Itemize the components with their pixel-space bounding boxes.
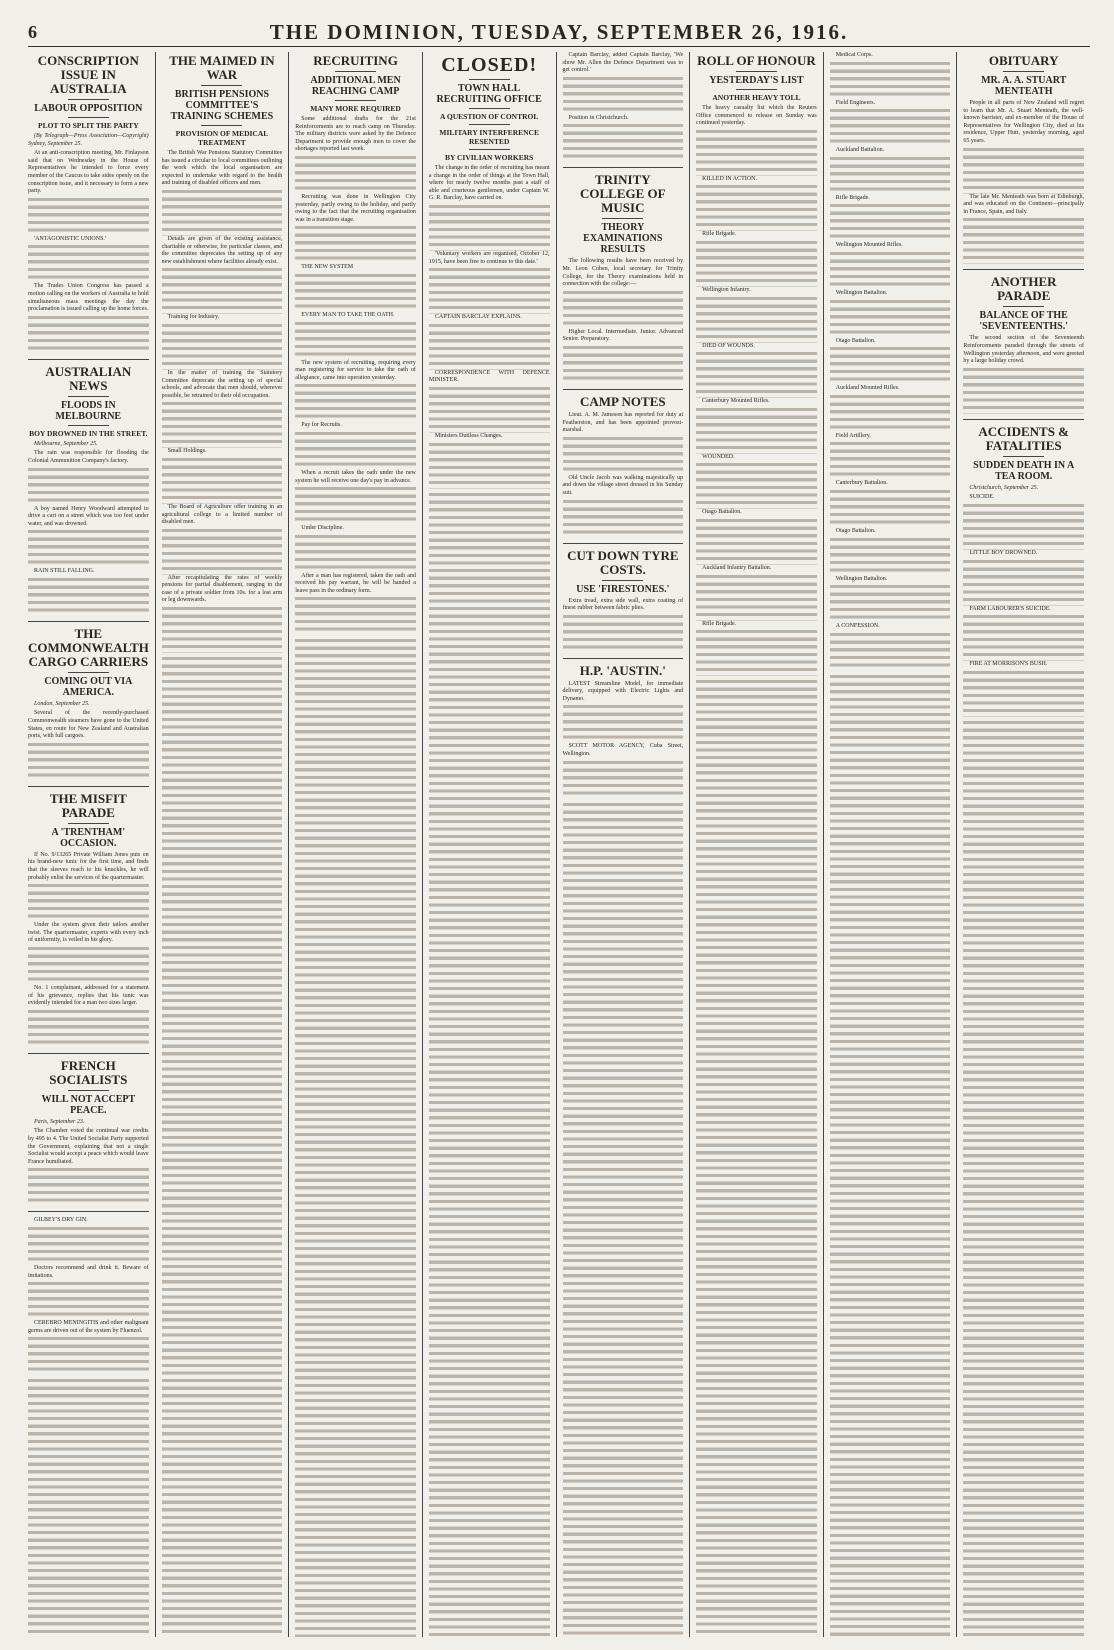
- article: [28, 54, 149, 354]
- article-subheading: PLOT TO SPLIT THE PARTY: [38, 121, 139, 130]
- text-block: [563, 77, 684, 115]
- text-block: [696, 352, 817, 398]
- text-block: [162, 324, 283, 370]
- newspaper-title: THE DOMINION, TUESDAY, SEPTEMBER 26, 1916.: [269, 20, 849, 44]
- text-block: [830, 538, 951, 576]
- article-headline: ACCIDENTS & FATALITIES: [978, 423, 1070, 453]
- text-block: [295, 156, 416, 194]
- text-block: [563, 615, 684, 653]
- article-paragraph: After recapitulating the rates of weekly pensions for partial disablement, ranging in the case of a private soldier from 10s. for a lost arm or leg downwards.: [161, 574, 283, 604]
- article-subheading: USE 'FIRESTONES.': [576, 583, 670, 595]
- text-block: [830, 442, 951, 480]
- article-paragraph: Doctors recommend and drink it. Beware of imitations.: [28, 1264, 149, 1279]
- article-paragraph: Auckland Mounted Rifles.: [835, 385, 900, 392]
- text-block: [28, 1379, 149, 1637]
- article-divider: [563, 543, 684, 544]
- article-paragraph: After a man has registered, taken the oath and received his pay warrant, he will be handed a leave pass in the ordinary form.: [295, 572, 416, 594]
- text-block: [830, 109, 951, 147]
- article: [28, 792, 149, 1048]
- article-paragraph: The Chamber voted the continual war credits by 495 to 4. The United Socialist Party supported the Government, explaining that not a single Socialist would accept a peace which would leave France humiliated.: [28, 1128, 149, 1165]
- article-subheading: BRITISH PENSIONS COMMITTEE'S TRAINING SCHEMES: [170, 89, 274, 122]
- heading-rule: [68, 1090, 109, 1091]
- column-7: [823, 52, 957, 1637]
- text-block: [830, 62, 951, 100]
- text-block: [295, 597, 416, 635]
- text-block: [563, 124, 684, 162]
- article-paragraph: Medical Corps.: [835, 52, 873, 58]
- heading-rule: [68, 672, 109, 673]
- dateline: Paris, September 23.: [34, 1118, 85, 1125]
- article-subheading: WILL NOT ACCEPT PEACE.: [41, 1093, 136, 1116]
- text-block: [563, 291, 684, 329]
- article-headline: ROLL OF HONOUR: [697, 53, 816, 68]
- article-paragraph: Captain Barclay, added Captain Barclay, 'We show Mr. Allen the Defence Department was to get control.': [562, 52, 684, 74]
- article-paragraph: Otago Battalion.: [702, 509, 742, 516]
- text-block: [963, 671, 1084, 717]
- article-headline: TRINITY COLLEGE OF MUSIC: [580, 172, 666, 216]
- article-paragraph: RAIN STILL FALLING.: [34, 568, 95, 575]
- article-subheading: MANY MORE REQUIRED: [310, 104, 401, 113]
- heading-rule: [68, 823, 109, 824]
- article-paragraph: Rifle Brigade.: [702, 620, 737, 627]
- article-paragraph: Pay for Recruits.: [301, 422, 342, 429]
- article-paragraph: SCOTT MOTOR AGENCY, Cuba Street, Wellington.: [562, 743, 684, 758]
- heading-rule: [602, 580, 643, 581]
- article-paragraph: Under Discipline.: [301, 525, 344, 532]
- article-paragraph: CAPTAIN BARCLAY EXPLAINS.: [434, 314, 522, 321]
- text-block: [830, 585, 951, 623]
- text-block: [429, 387, 550, 433]
- text-block: [28, 1337, 149, 1375]
- article: [563, 173, 684, 384]
- text-block: [162, 657, 283, 1637]
- article-headline: CUT DOWN TYRE COSTS.: [567, 547, 679, 577]
- article: [429, 54, 550, 489]
- article-paragraph: No. 1 complainant, addressed for a statement of his grievance, replies that his tunic was evidently intended for a man two sizes larger.: [28, 985, 149, 1007]
- text-block: [295, 639, 416, 1637]
- text-block: [830, 395, 951, 433]
- article: [696, 54, 817, 676]
- article-headline: THE MAIMED IN WAR: [169, 53, 275, 82]
- article-paragraph: THE NEW SYSTEM: [301, 264, 354, 271]
- article-paragraph: Higher Local. Intermediate. Junior. Advanced Senior. Preparatory.: [562, 328, 684, 343]
- article-paragraph: Otago Battalion.: [835, 337, 876, 344]
- article-paragraph: The rain was responsible for flooding the Colonial Ammunition Company's factory.: [28, 450, 149, 464]
- text-block: [963, 504, 1084, 550]
- article-paragraph: The new system of recruiting, requiring every man registering for service to take the oath of allegiance, came into operation yesterday.: [295, 359, 416, 381]
- heading-rule: [1003, 456, 1044, 457]
- page-number: 6: [28, 22, 37, 42]
- text-block: [830, 633, 951, 671]
- article: [28, 1059, 149, 1207]
- text-block: [963, 218, 1084, 264]
- dateline: Christchurch, September 25.: [969, 484, 1039, 491]
- dateline: Melbourne, September 25.: [34, 440, 98, 447]
- article-paragraph: The late Mr. Menteath was born at Edinburgh, and was educated on the Continent—principally in France, Spain, and Italy.: [963, 193, 1084, 215]
- article-paragraph: Field Artillery.: [835, 432, 872, 439]
- text-block: [28, 530, 149, 568]
- article-paragraph: Wellington Mounted Rifles.: [835, 242, 903, 249]
- article-paragraph: Old Uncle Jacob was walking majestically up and down the village street dressed in his Sunday suit.: [562, 474, 684, 496]
- article-paragraph: Field Engineers.: [835, 99, 876, 106]
- article-paragraph: The change in the order of recruiting has meant a change in the order of things at the Town Hall, where for nearly twelve months past a staff of able and courteous gentlemen, under Captain W. G. R. Barclay, have carried on.: [428, 165, 550, 202]
- article-headline: FRENCH SOCIALISTS: [49, 1057, 128, 1087]
- article-divider: [28, 786, 149, 787]
- article: [28, 365, 149, 616]
- article-paragraph: The heavy casualty list which the Reuters Office commenced to release on Sunday was continued yesterday.: [696, 105, 817, 127]
- article-divider: [963, 419, 1084, 420]
- text-block: [696, 575, 817, 621]
- article-headline: CAMP NOTES: [580, 393, 666, 409]
- article-divider: [28, 1211, 149, 1212]
- article-paragraph: Under the system given their tailors another twist. The quartermaster, experts with every inch of uniformity, is veiled in his glory.: [28, 922, 149, 944]
- text-block: [696, 519, 817, 565]
- article-subheading: LABOUR OPPOSITION: [34, 103, 143, 114]
- heading-rule: [469, 79, 510, 80]
- heading-rule: [1003, 71, 1044, 72]
- column-4: [422, 52, 556, 1637]
- text-block: [830, 675, 951, 1637]
- heading-rule: [602, 218, 643, 219]
- text-block: [162, 458, 283, 504]
- article: [963, 425, 1084, 717]
- article-paragraph: Several of the recently-purchased Commonwealth steamers have gone to the United States, en route for New Zealand and Australian ports, with full cargoes.: [28, 710, 149, 740]
- article: [563, 549, 684, 653]
- text-block: [162, 607, 283, 653]
- article-paragraph: When a recruit takes the oath under the new system he will receive one day's pay in advance.: [295, 469, 416, 484]
- text-block: [429, 493, 550, 1637]
- text-block: [28, 578, 149, 616]
- article-divider: [28, 621, 149, 622]
- text-block: [28, 1227, 149, 1265]
- heading-rule: [736, 71, 777, 72]
- text-block: [162, 402, 283, 448]
- article-divider: [963, 269, 1084, 270]
- article-paragraph: The British War Pensions Statutory Committee has issued a circular to local committees outlining the work which the local organisation are expected to undertake with regard to the health and training of disabled officers and men.: [161, 150, 283, 187]
- text-block: [429, 268, 550, 314]
- article-paragraph: Wellington Infantry.: [702, 286, 751, 293]
- heading-rule: [201, 125, 242, 126]
- article-paragraph: If No. 9/13265 Private William Jones puts on his brand-new tunic for the first time, and finds that the sleeves reach to his knuckles, he will probably enlist the services of the quartermaster.: [28, 851, 149, 881]
- text-block: [28, 198, 149, 236]
- heading-rule: [68, 99, 109, 100]
- article-headline: ANOTHER PARADE: [990, 274, 1057, 304]
- text-block: [28, 1282, 149, 1320]
- heading-rule: [469, 149, 510, 150]
- article-paragraph: FARM LABOURER'S SUICIDE.: [969, 605, 1051, 612]
- article-subheading: MR. A. A. STUART MENTEATH: [981, 75, 1067, 97]
- article-divider: [563, 167, 684, 168]
- text-block: [28, 884, 149, 922]
- article-paragraph: Canterbury Battalion.: [835, 480, 888, 487]
- article-headline: CLOSED!: [441, 54, 538, 76]
- masthead: [28, 22, 1090, 47]
- article-paragraph: Wellington Battalion.: [835, 575, 888, 582]
- article-divider: [28, 359, 149, 360]
- text-block: [295, 226, 416, 264]
- article-headline: H.P. 'AUSTIN.': [579, 662, 666, 678]
- text-block: [696, 297, 817, 343]
- article-paragraph: EVERY MAN TO TAKE THE OATH.: [301, 311, 395, 318]
- text-block: [963, 368, 1084, 414]
- text-block: [696, 630, 817, 676]
- article-paragraph: SUICIDE.: [969, 494, 995, 501]
- text-block: [429, 205, 550, 251]
- article-paragraph: GILBEY'S DRY GIN.: [34, 1217, 88, 1224]
- article-paragraph: 'ANTAGONISTIC UNIONS.': [34, 235, 107, 242]
- text-block: [696, 463, 817, 509]
- article-paragraph: Ministers Dutiless Changes.: [434, 432, 503, 439]
- column-2: [155, 52, 289, 1637]
- article-paragraph: Position in Christchurch.: [568, 114, 629, 121]
- article-paragraph: Some additional drafts for the 21st Reinforcements are to reach camp on Thursday. The military districts were asked by the Defence Department to provide enough men to cover the shortages reported last week.: [295, 116, 416, 153]
- article-headline: THE COMMONWEALTH CARGO CARRIERS: [28, 625, 149, 669]
- article-paragraph: The second section of the Seventeenth Reinforcements paraded through the streets of Wellington yesterday afternoon, and were greeted by a large holiday crowd.: [963, 335, 1084, 365]
- article-subheading: A QUESTION OF CONTROL: [440, 112, 539, 121]
- text-block: [28, 1168, 149, 1206]
- article-paragraph: Wellington Battalion.: [835, 289, 888, 296]
- article-paragraph: Canterbury Mounted Rifles.: [702, 398, 770, 405]
- article-subheading: BY CIVILIAN WORKERS: [445, 153, 534, 162]
- heading-rule: [469, 108, 510, 109]
- text-block: [429, 324, 550, 370]
- text-block: [696, 185, 817, 231]
- article: [963, 54, 1084, 264]
- text-block: [963, 148, 1084, 194]
- article-paragraph: Small Holdings.: [167, 448, 207, 455]
- heading-rule: [1003, 306, 1044, 307]
- text-block: [28, 947, 149, 985]
- text-block: [963, 560, 1084, 606]
- article: [830, 52, 951, 671]
- heading-rule: [469, 124, 510, 125]
- column-6: [689, 52, 823, 1637]
- text-block: [563, 761, 684, 799]
- text-block: [830, 252, 951, 290]
- article-paragraph: In the matter of training the Statutory Committee deprecate the setting up of special schools, and advocate that men should, wherever possible, be retrained to their old occupation.: [161, 369, 283, 399]
- text-block: [696, 680, 817, 1637]
- heading-rule: [201, 85, 242, 86]
- article-paragraph: Rifle Brigade.: [835, 194, 870, 201]
- column-3: [288, 52, 422, 1637]
- heading-rule: [736, 89, 777, 90]
- article-paragraph: Training for Industry.: [167, 314, 220, 321]
- article-paragraph: LATEST Streamline Model, for immediate delivery, equipped with Electric Lights and Dynamo.: [562, 680, 684, 702]
- text-block: [696, 130, 817, 176]
- article-paragraph: LITTLE BOY DROWNED.: [969, 549, 1038, 556]
- text-block: [28, 1010, 149, 1048]
- article-paragraph: Lieut. A. M. Jameson has reported for duty at Featherston, and has been appointed provost-marshal.: [562, 411, 684, 434]
- article-paragraph: The following results have been received by Mr. Leon Cohen, local secretary for Trinity College, for the Theory examinations held in connection with the college:—: [562, 258, 684, 288]
- text-block: [162, 529, 283, 575]
- text-block: [295, 432, 416, 470]
- article: [563, 664, 684, 799]
- article-subheading: ANOTHER HEAVY TOLL: [712, 93, 801, 102]
- text-block: [28, 316, 149, 354]
- article: [295, 54, 416, 635]
- article-subheading: A 'TRENTHAM' OCCASION.: [51, 826, 126, 849]
- text-block: [696, 241, 817, 287]
- article-headline: AUSTRALIAN NEWS: [45, 363, 132, 393]
- text-block: [830, 157, 951, 195]
- article: [563, 52, 684, 162]
- heading-rule: [335, 100, 376, 101]
- article-subheading: MILITARY INTERFERENCE RESENTED: [439, 128, 539, 146]
- article-subheading: COMING OUT VIA AMERICA.: [44, 675, 133, 698]
- article-paragraph: WOUNDED.: [702, 453, 735, 460]
- text-block: [295, 535, 416, 573]
- text-block: [830, 300, 951, 338]
- article-subheading: TOWN HALL RECRUITING OFFICE: [436, 83, 542, 105]
- column-5: [556, 52, 690, 1637]
- text-block: [963, 615, 1084, 661]
- article: [28, 1217, 149, 1375]
- text-block: [429, 443, 550, 489]
- article-headline: CONSCRIPTION ISSUE IN AUSTRALIA: [37, 53, 139, 96]
- text-block: [563, 500, 684, 538]
- text-block: [28, 743, 149, 781]
- text-block: [563, 346, 684, 384]
- article-paragraph: Otago Battalion.: [835, 527, 876, 534]
- text-block: [563, 705, 684, 743]
- article-paragraph: The Trades Union Congress has passed a motion calling on the workers of Australia to hold simultaneous mass meetings the day the proclamation is issued calling up the home forces.: [28, 283, 149, 313]
- article-paragraph: A CONFESSION.: [835, 623, 880, 630]
- text-block: [28, 245, 149, 283]
- text-block: [162, 268, 283, 314]
- article-divider: [563, 389, 684, 390]
- column-1: [28, 52, 155, 1637]
- heading-rule: [68, 425, 109, 426]
- article-paragraph: The Board of Agriculture offer training in an agricultural college to a limited number of disabled men.: [161, 503, 283, 526]
- article-subheading: THEORY EXAMINATIONS RESULTS: [583, 222, 663, 256]
- text-block: [295, 487, 416, 525]
- text-block: [28, 468, 149, 506]
- text-block: [963, 721, 1084, 1637]
- article-subheading: YESTERDAY'S LIST: [709, 75, 804, 86]
- article: [963, 275, 1084, 413]
- article-paragraph: FIRE AT MORRISON'S BUSH.: [969, 661, 1048, 668]
- article-paragraph: CEREBRO MENINGITIS and other malignant germs are driven out of the system by Fluenzol.: [28, 1320, 149, 1334]
- column-8: [956, 52, 1090, 1637]
- article-paragraph: Rifle Brigade.: [702, 231, 737, 238]
- text-block: [295, 322, 416, 360]
- text-block: [295, 384, 416, 422]
- article-subheading: FLOODS IN MELBOURNE: [55, 399, 122, 422]
- heading-rule: [68, 396, 109, 397]
- article-paragraph: CORRESPONDENCE WITH DEFENCE MINISTER.: [428, 369, 550, 384]
- article-subheading: PROVISION OF MEDICAL TREATMENT: [175, 129, 269, 147]
- article-paragraph: At an anti-conscription meeting, Mr. Finlayson said that on Wednesday in the House of Representatives he intended to force every member of the Caucus to take sides openly on the conscription issue, and it necessary to form a new party.: [28, 150, 149, 195]
- article-divider: [563, 658, 684, 659]
- article-headline: RECRUITING: [313, 53, 398, 68]
- article-subheading: ADDITIONAL MEN REACHING CAMP: [310, 75, 401, 97]
- heading-rule: [335, 71, 376, 72]
- text-block: [696, 408, 817, 454]
- article-paragraph: DIED OF WOUNDS.: [702, 342, 755, 349]
- article-paragraph: Auckland Battalion.: [835, 147, 885, 154]
- text-block: [830, 490, 951, 528]
- article-headline: THE MISFIT PARADE: [49, 790, 127, 820]
- text-block: [563, 437, 684, 475]
- text-block: [162, 190, 283, 236]
- article-headline: OBITUARY: [988, 53, 1059, 68]
- article: [28, 627, 149, 781]
- heading-rule: [68, 117, 109, 118]
- article-subheading: SUDDEN DEATH IN A TEA ROOM.: [973, 459, 1075, 482]
- article-paragraph: Recruiting was done in Wellington City yesterday, partly owing to the holiday, and partly owing to the fact that the recruiting organisation was in a transition stage.: [295, 193, 416, 223]
- article-paragraph: 'Voluntary workers are organised, October 12, 1915, have been free to continue to this date.': [428, 250, 550, 265]
- article-paragraph: Extra tread, extra side wall, extra coating of finest rubber between fabric plies.: [562, 597, 684, 612]
- dateline: London, September 25.: [34, 700, 90, 707]
- article-divider: [28, 1053, 149, 1054]
- column-container: [28, 52, 1090, 1637]
- article-paragraph: Details are given of the existing assistance, charitable or otherwise, for particular classes, and the committee deprecates the setting up of any new establishment where facilities already exist.: [161, 235, 283, 265]
- article-paragraph: A boy named Henry Woodward attempted to drive a cart on a street which was too feet under water, and was drowned.: [28, 505, 149, 527]
- text-block: [563, 803, 684, 1637]
- article-paragraph: KILLED IN ACTION.: [702, 175, 757, 182]
- text-block: [295, 274, 416, 312]
- article-paragraph: People in all parts of New Zealand will regret to learn that Mr. A. Stuart Menteath, the well-known barrister, and ex-member of the House of Representatives for Wellington City, died at his residence, Upper Hutt, yesterday morning, aged 65 years.: [963, 100, 1084, 144]
- text-block: [830, 204, 951, 242]
- dateline: (By Telegraph—Press Association—Copyright) Sydney, September 25.: [28, 133, 149, 147]
- article-paragraph: Auckland Infantry Battalion.: [702, 564, 772, 571]
- article: [563, 395, 684, 538]
- article-subheading: BOY DROWNED IN THE STREET.: [29, 428, 148, 438]
- article-subheading: BALANCE OF THE 'SEVENTEENTHS.': [979, 310, 1069, 333]
- text-block: [830, 347, 951, 385]
- article: [162, 54, 283, 653]
